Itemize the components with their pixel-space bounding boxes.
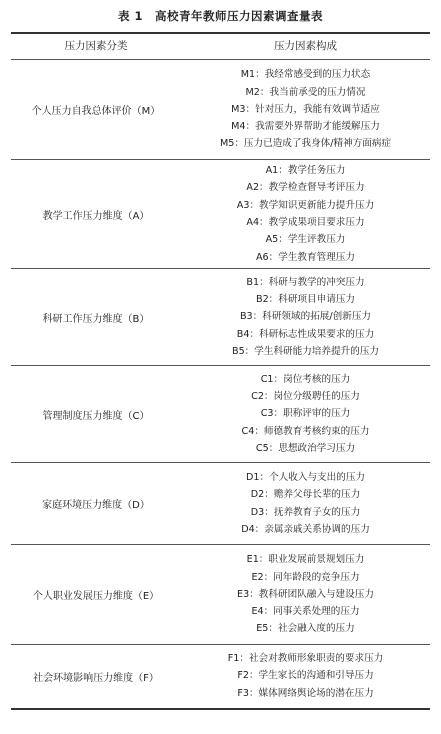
- list-item: M3：针对压力，我能有效调节适应: [231, 103, 380, 115]
- list-item: C2：岗位分级聘任的压力: [251, 391, 360, 403]
- list-item: C5：思想政治学习压力: [255, 442, 356, 454]
- list-item: M2：我当前承受的压力情况: [245, 86, 366, 98]
- item-list: [181, 366, 430, 462]
- category-label: 个人职业发展压力维度（E）: [32, 591, 160, 602]
- list-item: F3：媒体网络舆论场的潜在压力: [237, 687, 374, 699]
- table-row: [11, 463, 430, 544]
- list-item: A6：学生教育管理压力: [255, 251, 355, 263]
- list-item: M4：我需要外界帮助才能缓解压力: [231, 121, 380, 133]
- list-item: B3：科研领域的拓展/创新压力: [239, 311, 372, 323]
- category-label: 管理制度压力维度（C）: [42, 410, 150, 422]
- list-item: A5：学生评教压力: [265, 234, 346, 246]
- table-row: [11, 269, 430, 365]
- list-item: C1：岗位考核的压力: [260, 373, 351, 385]
- list-item: E2：同年龄段的竞争压力: [251, 571, 360, 583]
- table-row: [11, 60, 430, 159]
- category-label: 家庭环境压力维度（D）: [42, 500, 150, 511]
- list-item: D2：赡养父母长辈的压力: [250, 489, 361, 501]
- list-item: F2：学生家长的沟通和引导压力: [237, 670, 374, 682]
- list-item: C3：职称评审的压力: [260, 408, 351, 420]
- list-item: D1：个人收入与支出的压力: [245, 471, 366, 483]
- list-item: A2：教学检查督导考评压力: [246, 182, 365, 194]
- top-rule: [11, 32, 430, 34]
- list-item: E1：职业发展前景规划压力: [246, 554, 365, 566]
- category-label: 科研工作压力维度（B）: [42, 313, 150, 325]
- table-title: 表 1 高校青年教师压力因素调查量表: [117, 9, 323, 23]
- item-list: [181, 645, 430, 707]
- list-item: A1：教学任务压力: [265, 165, 346, 177]
- table-row: [11, 645, 430, 707]
- list-item: C4：师德教育考核约束的压力: [241, 425, 370, 437]
- bottom-rule: [11, 708, 430, 710]
- header-components: 压力因素构成: [274, 40, 337, 52]
- list-item: B4：科研标志性成果要求的压力: [236, 328, 375, 340]
- list-item: F1：社会对教师形象职责的要求压力: [227, 653, 384, 665]
- table-row: [11, 366, 430, 462]
- list-item: B5：学生科研能力培养提升的压力: [232, 345, 379, 357]
- list-item: B1：科研与教学的冲突压力: [246, 276, 365, 288]
- table-row: [11, 545, 430, 644]
- category-label: 个人压力自我总体评价（M）: [31, 106, 161, 117]
- list-item: E4：同事关系处理的压力: [251, 606, 360, 618]
- table-row: [11, 160, 430, 268]
- item-list: [181, 160, 430, 268]
- list-item: A4：教学成果项目要求压力: [246, 217, 365, 228]
- list-item: E3：教科研团队融入与建设压力: [237, 588, 374, 600]
- list-item: D4：亲属亲戚关系协调的压力: [241, 523, 370, 535]
- list-item: D3：抚养教育子女的压力: [250, 506, 361, 518]
- list-item: M1：我经常感受到的压力状态: [240, 69, 371, 81]
- list-item: M5：压力已造成了我身体/精神方面病症: [219, 138, 392, 150]
- item-list: [181, 545, 430, 644]
- item-list: [181, 269, 430, 365]
- header-category: 压力因素分类: [64, 40, 128, 52]
- item-list: [181, 60, 430, 159]
- list-item: A3：教学知识更新能力提升压力: [236, 199, 375, 211]
- item-list: [181, 463, 430, 544]
- category-label: 教学工作压力维度（A）: [42, 210, 150, 222]
- list-item: E5：社会融入度的压力: [256, 623, 355, 635]
- category-label: 社会环境影响压力维度（F）: [33, 672, 159, 684]
- list-item: B2：科研项目申请压力: [255, 294, 356, 306]
